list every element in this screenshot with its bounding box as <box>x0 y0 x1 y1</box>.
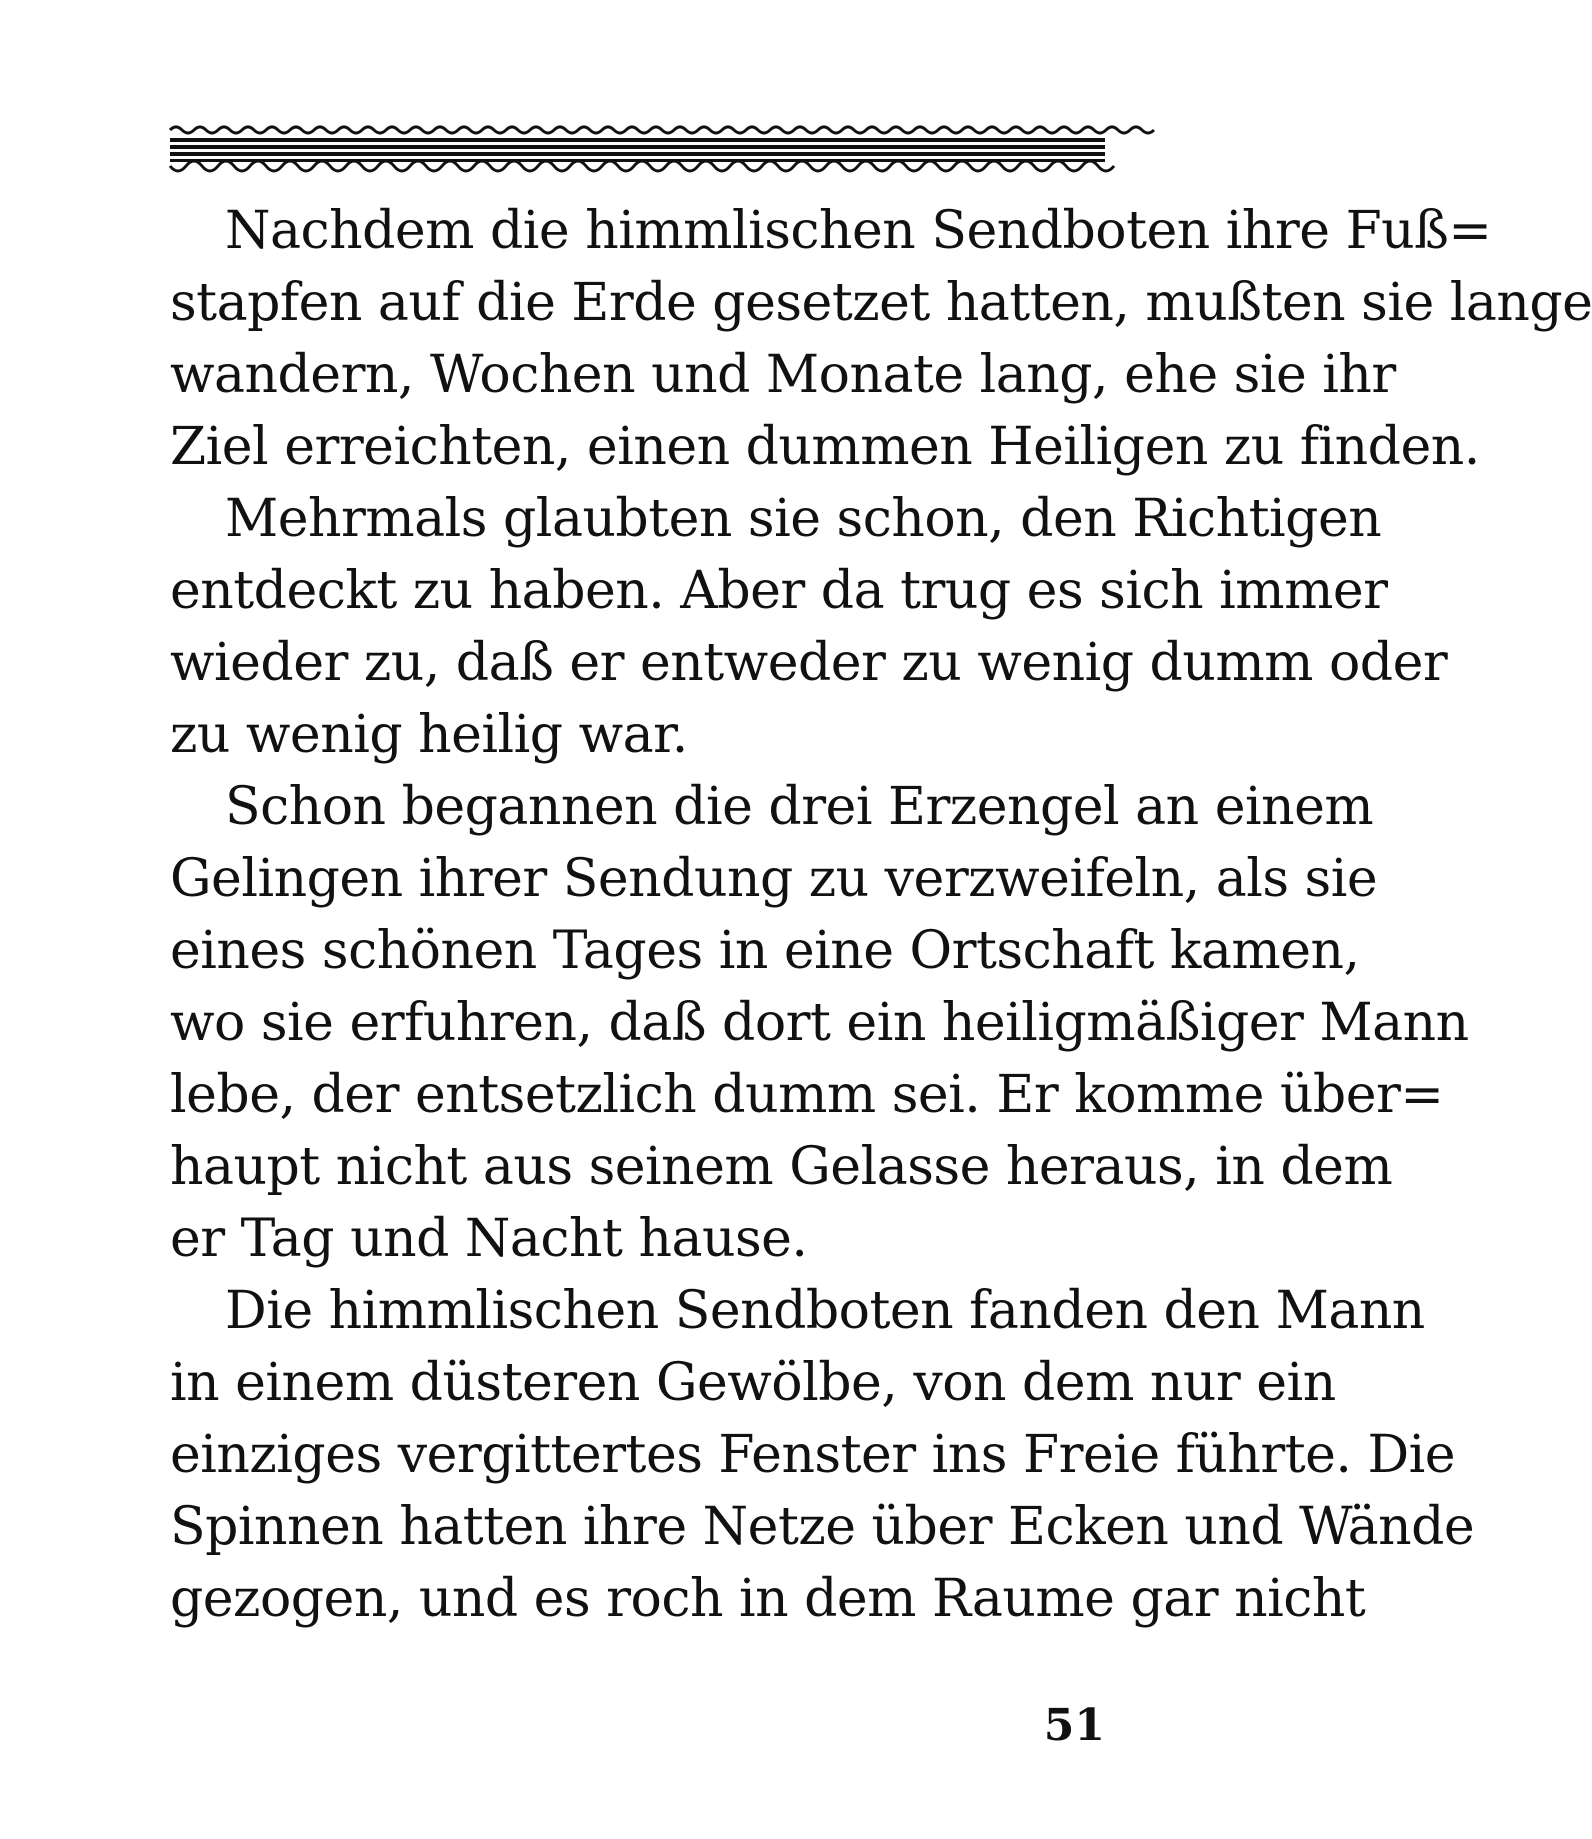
decorative-header-ornament <box>170 120 1105 178</box>
text-line: Schon begannen die drei Erzengel an einem <box>225 777 1374 837</box>
text-line: wieder zu, daß er entweder zu wenig dumm oder <box>170 633 1448 693</box>
text-line: er Tag und Nacht hause. <box>170 1209 808 1269</box>
text-line: lebe, der entsetzlich dumm sei. Er komme über= <box>170 1065 1444 1125</box>
text-line: haupt nicht aus seinem Gelasse heraus, in dem <box>170 1137 1393 1197</box>
text-line: in einem düsteren Gewölbe, von dem nur ein <box>170 1353 1336 1413</box>
text-line: Spinnen hatten ihre Netze über Ecken und Wände <box>170 1497 1475 1557</box>
text-line: wo sie erfuhren, daß dort ein heiligmäßiger Mann <box>170 993 1469 1053</box>
text-line: gezogen, und es roch in dem Raume gar nicht <box>170 1569 1366 1629</box>
text-line: einziges vergittertes Fenster ins Freie führte. Die <box>170 1425 1456 1485</box>
text-line: Nachdem die himmlischen Sendboten ihre Fuß= <box>225 201 1492 261</box>
text-line: Ziel erreichten, einen dummen Heiligen zu finden. <box>170 417 1480 477</box>
text-line: Mehrmals glaubten sie schon, den Richtigen <box>225 489 1382 549</box>
page-number: 51 <box>1043 1700 1105 1751</box>
text-line: Gelingen ihrer Sendung zu verzweifeln, als sie <box>170 849 1378 909</box>
text-line: zu wenig heilig war. <box>170 705 688 765</box>
text-line: wandern, Wochen und Monate lang, ehe sie ihr <box>170 345 1396 405</box>
text-line: entdeckt zu haben. Aber da trug es sich immer <box>170 561 1388 621</box>
text-line: eines schönen Tages in eine Ortschaft kamen, <box>170 921 1360 981</box>
body-text <box>170 195 1592 1635</box>
text-line: Die himmlischen Sendboten fanden den Mann <box>225 1281 1425 1341</box>
text-line: stapfen auf die Erde gesetzet hatten, mußten sie lange <box>170 273 1592 333</box>
